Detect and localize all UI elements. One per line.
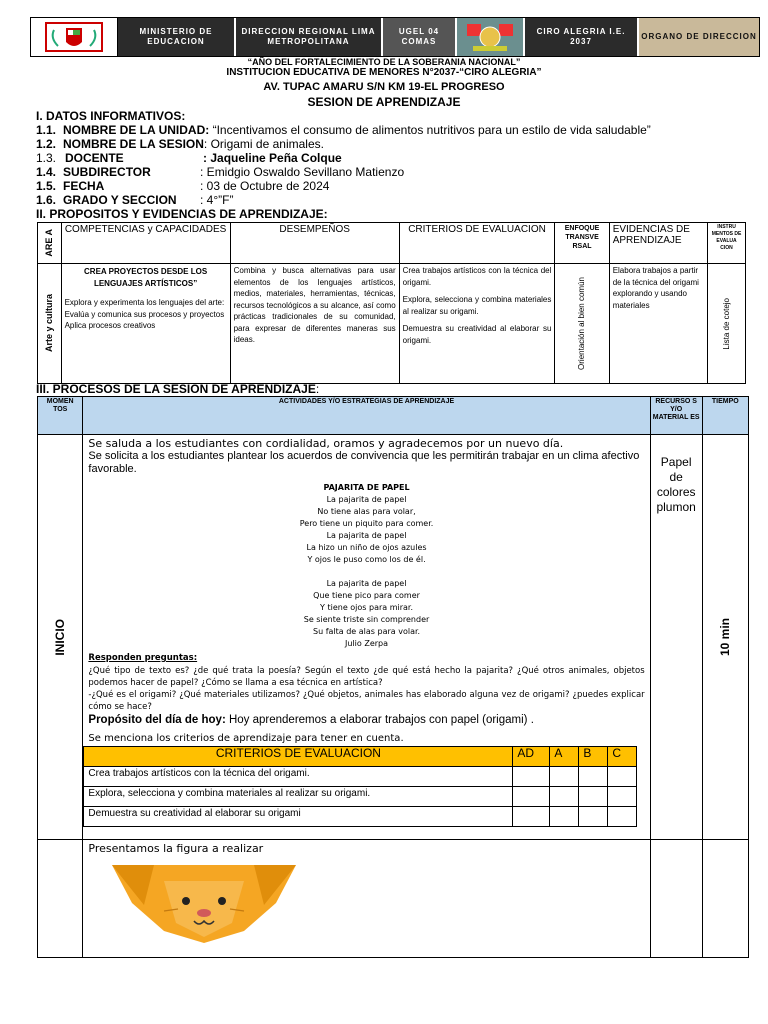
- evidencias-header-text: EVIDENCIAS DE APRENDIZAJE: [612, 224, 690, 246]
- datos-row-unidad: [36, 123, 651, 137]
- intro-acuerdos: Se solicita a los estudiantes plantear los acuerdos de convivencia que les permitirán trabajar en un clima afectivo favorable.: [88, 450, 640, 475]
- col-actividades-header: [83, 397, 650, 435]
- preguntas-1: ¿Qué tipo de texto es? ¿de qué trata la poesía? Según el texto ¿de qué está hecho la pajarita? ¿Qué otros animales, objetos podemos hacer de papel? ¿Cómo se llama a esa técnica en artística?: [88, 666, 645, 688]
- desempeno-cell: [230, 264, 399, 384]
- actividades-header-text: ACTIVIDADES Y/O ESTRATEGIAS DE APRENDIZAJE: [278, 398, 455, 405]
- datos-num: 1.3.: [36, 151, 57, 165]
- datos-row-fecha: [36, 179, 329, 193]
- ministerio-cell: MINISTERIO DE EDUCACION: [118, 18, 234, 56]
- instrumento-text: Lista de cotejo: [721, 297, 731, 350]
- crit-check-cell[interactable]: [550, 807, 579, 827]
- proposito-line: [88, 713, 644, 728]
- origami-dog-icon: [104, 861, 304, 945]
- crit-row-label: Demuestra su creatividad al elaborar su origami: [84, 807, 513, 827]
- momento-inicio-text: INICIO: [53, 618, 68, 656]
- figura-cell: [83, 840, 650, 958]
- col-criterios-header: [399, 223, 555, 264]
- poem-line: No tiene alas para volar,: [317, 507, 416, 516]
- datos-row-docente: [36, 151, 342, 165]
- procesos-heading: [36, 382, 319, 396]
- tiempo-text: 10 min: [718, 617, 733, 656]
- crit-check-cell[interactable]: [513, 807, 550, 827]
- col-tiempo-header: [702, 397, 748, 435]
- datos-heading: I. DATOS INFORMATIVOS:: [36, 109, 186, 123]
- datos-num: 1.2.: [36, 137, 57, 151]
- area-header-text: ARE A: [43, 229, 54, 257]
- menciona-criterios: Se menciona los criterios de aprendizaje para tener en cuenta.: [88, 733, 404, 744]
- institution-name: INSTITUCION EDUCATIVA DE MENORES N°2037-“CIRO ALEGRIA”: [226, 67, 542, 78]
- year-motto: “AÑO DEL FORTALECIMIENTO DE LA SOBERANIA NACIONAL”: [247, 57, 521, 67]
- crit-row-label: Crea trabajos artísticos con la técnica del origami.: [84, 767, 513, 787]
- area-text: Arte y cultura: [43, 294, 54, 353]
- poem-author: Julio Zerpa: [345, 639, 389, 648]
- proposito-text: Hoy aprenderemos a elaborar trabajos con papel (origami) .: [225, 714, 534, 726]
- crit-check-cell[interactable]: [608, 787, 637, 807]
- col-enfoque-header: [555, 223, 609, 264]
- poem-line: La pajarita de papel: [326, 531, 407, 540]
- momento-inicio-cell: [38, 435, 83, 840]
- momento-desarrollo-cell: [38, 840, 83, 958]
- propositos-table: [37, 222, 746, 384]
- capacidad-item: Aplica procesos creativos: [64, 321, 156, 330]
- enfoque-text: Orientación al bien común: [577, 277, 587, 370]
- datos-value: “Incentivamos el consumo de alimentos nutritivos para un estilo de vida saludable”: [209, 123, 651, 137]
- poem-line: Su falta de alas para volar.: [313, 627, 421, 636]
- crit-check-cell[interactable]: [579, 767, 608, 787]
- datos-value: : 03 de Octubre de 2024: [200, 179, 330, 193]
- datos-label: FECHA: [63, 179, 105, 193]
- crit-row-label: Explora, selecciona y combina materiales al realizar su origami.: [84, 787, 513, 807]
- datos-value: : Origami de animales.: [203, 137, 324, 151]
- peru-logo-cell: [31, 18, 118, 56]
- figura-text: Presentamos la figura a realizar: [88, 842, 264, 855]
- competencia-title: CREA PROYECTOS DESDE LOS LENGUAJES ARTÍSTICOS”: [84, 267, 208, 288]
- tiempo-cell: [702, 435, 748, 840]
- datos-value: : Jaqueline Peña Colque: [203, 151, 342, 165]
- poem-line: La hizo un niño de ojos azules: [306, 543, 427, 552]
- poem-line: La pajarita de papel: [326, 495, 407, 504]
- datos-label: SUBDIRECTOR: [63, 165, 151, 179]
- crit-header: CRITERIOS DE EVALUACION: [84, 747, 513, 767]
- recursos-header-text: RECURSO S Y/O MATERIAL ES: [652, 398, 700, 421]
- school-logo-cell: [457, 18, 523, 56]
- intro-saludo: Se saluda a los estudiantes con cordialidad, oramos y agradecemos por un nuevo día.: [88, 437, 564, 450]
- crit-check-cell[interactable]: [550, 787, 579, 807]
- momentos-header-text: MOMEN TOS: [46, 398, 74, 413]
- datos-value: : Emidgio Oswaldo Sevillano Matienzo: [200, 165, 405, 179]
- criterios-evaluacion-table: [83, 746, 637, 827]
- enfoque-cell: [555, 264, 609, 384]
- recurso-item: colores: [656, 485, 696, 499]
- poem-title: PAJARITA DE PAPEL: [323, 483, 410, 492]
- procesos-heading-text: III. PROCESOS DE LA SESION DE APRENDIZAJE: [36, 382, 316, 396]
- competencias-header-text: COMPETENCIAS y CAPACIDADES: [64, 224, 227, 235]
- col-recursos-header: [650, 397, 702, 435]
- datos-label: DOCENTE: [65, 151, 124, 165]
- datos-num: 1.6.: [36, 193, 57, 207]
- poem-line: Se siente triste sin comprender: [303, 615, 430, 624]
- datos-row-grado: [36, 193, 233, 207]
- datos-num: 1.4.: [36, 165, 57, 179]
- recurso-item: plumon: [656, 500, 696, 514]
- datos-row-subdirector: [36, 165, 404, 179]
- capacidad-item: Evalúa y comunica sus procesos y proyectos: [64, 309, 225, 319]
- desempenos-header-text: DESEMPEÑOS: [279, 224, 350, 235]
- tiempo-cell-2: [702, 840, 748, 958]
- crit-level-ad: AD: [513, 747, 550, 767]
- crit-level-c: C: [608, 747, 637, 767]
- address: AV. TUPAC AMARU S/N KM 19-EL PROGRESO: [263, 81, 505, 93]
- crit-check-cell[interactable]: [579, 787, 608, 807]
- crit-check-cell[interactable]: [513, 787, 550, 807]
- procesos-table: [37, 396, 749, 958]
- direccion-cell: DIRECCION REGIONAL LIMA METROPOLITANA: [236, 18, 381, 56]
- school-name-cell: CIRO ALEGRIA I.E. 2037: [525, 18, 637, 56]
- poem-line: Que tiene pico para comer: [313, 591, 420, 600]
- capacidad-item: Explora y experimenta los lenguajes del arte:: [64, 298, 225, 307]
- criterios-header-text: CRITERIOS DE EVALUACION: [408, 224, 546, 235]
- crit-check-cell[interactable]: [513, 767, 550, 787]
- datos-value: : 4°”F”: [200, 193, 234, 207]
- datos-num: 1.1.: [36, 123, 57, 137]
- evidencia-text: Elabora trabajos a partir de la técnica del origami explorando y usando materiales: [612, 266, 699, 310]
- proposito-label: Propósito del día de hoy:: [88, 714, 226, 726]
- recursos-cell-2: [650, 840, 702, 958]
- col-competencias-header: [61, 223, 230, 264]
- col-momentos-header: [38, 397, 83, 435]
- datos-label: GRADO Y SECCION: [63, 193, 177, 207]
- ugel-cell: UGEL 04 COMAS: [383, 18, 455, 56]
- recursos-cell: [650, 435, 702, 840]
- instrumento-cell: [708, 264, 746, 384]
- datos-label: NOMBRE DE LA UNIDAD:: [63, 123, 210, 137]
- evidencia-cell: [609, 264, 707, 384]
- datos-label: NOMBRE DE LA SESION: [63, 137, 204, 151]
- procesos-heading-colon: :: [315, 382, 320, 396]
- recurso-item: Papel: [660, 455, 692, 469]
- poem-line: Y tiene ojos para mirar.: [320, 603, 414, 612]
- peru-coat-of-arms-icon: [44, 20, 104, 54]
- col-desempenos-header: [230, 223, 399, 264]
- crit-level-b: B: [579, 747, 608, 767]
- recurso-item: de: [669, 470, 683, 484]
- instrumentos-header-text: INSTRU MENTOS DE EVALUA CION: [711, 224, 742, 251]
- enfoque-header-text: ENFOQUE TRANSVE RSAL: [564, 225, 600, 250]
- poem: [88, 482, 644, 650]
- school-emblem-icon: [463, 20, 517, 54]
- crit-check-cell[interactable]: [608, 807, 637, 827]
- col-area-header: [38, 223, 62, 264]
- poem-line: Y ojos le puso como los de él.: [307, 555, 426, 564]
- poem-line: [88, 566, 644, 578]
- preguntas-2: -¿Qué es el origami? ¿Qué materiales utilizamos? ¿Qué objetos, animales has elaborado alguna vez de origami? ¿puedes explicar cómo se hace?: [88, 690, 645, 712]
- criterios-cell: [399, 264, 555, 384]
- organo-cell: ORGANO DE DIRECCION: [639, 18, 759, 56]
- criterio-item: Explora, selecciona y combina materiales al realizar su origami.: [402, 295, 552, 316]
- tiempo-header-text: TIEMPO: [711, 398, 739, 405]
- actividades-cell: [83, 435, 650, 840]
- poem-line: La pajarita de papel: [326, 579, 407, 588]
- responden-label: Responden preguntas:: [88, 653, 198, 663]
- col-evidencias-header: [609, 223, 707, 264]
- desempeno-text: Combina y busca alternativas para usar elementos de los lenguajes artísticos, medios, materiales, herramientas, técnicas, recursos tecnológicos a su alcance, así como prácticas tradicionales de su comunidad, para expresar de diferentes maneras sus ideas.: [233, 266, 396, 344]
- header-banner: [30, 17, 760, 57]
- crit-check-cell[interactable]: [579, 807, 608, 827]
- competencias-cell: [61, 264, 230, 384]
- poem-line: Pero tiene un piquito para comer.: [299, 519, 434, 528]
- area-cell: [38, 264, 62, 384]
- crit-level-a: A: [550, 747, 579, 767]
- datos-num: 1.5.: [36, 179, 57, 193]
- criterio-item: Crea trabajos artísticos con la técnica del origami.: [402, 266, 552, 287]
- crit-check-cell[interactable]: [550, 767, 579, 787]
- session-title: SESION DE APRENDIZAJE: [307, 95, 461, 109]
- criterio-item: Demuestra su creatividad al elaborar su origami.: [402, 324, 552, 345]
- col-instrumentos-header: [708, 223, 746, 264]
- crit-check-cell[interactable]: [608, 767, 637, 787]
- datos-row-sesion: [36, 137, 324, 151]
- propositos-heading: II. PROPOSITOS Y EVIDENCIAS DE APRENDIZAJE:: [36, 207, 328, 221]
